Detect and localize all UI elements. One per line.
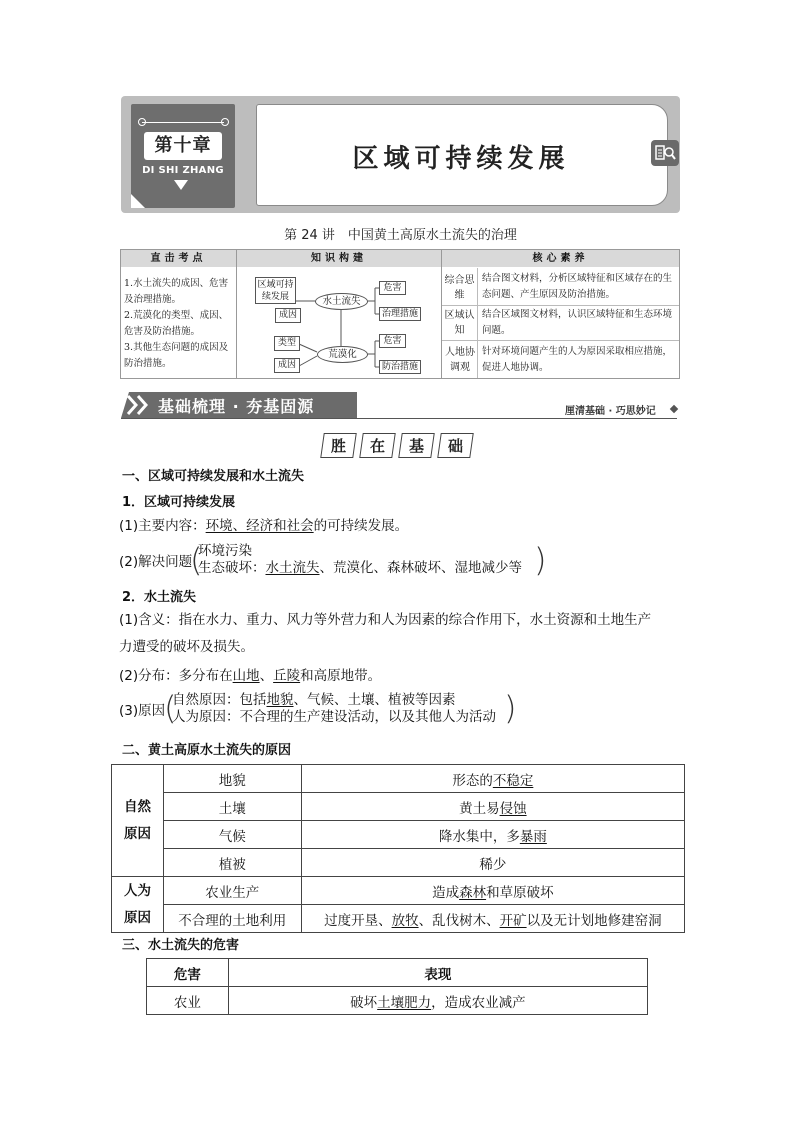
table-row bbox=[112, 765, 685, 793]
harm-table bbox=[146, 958, 648, 1015]
divider bbox=[442, 305, 679, 306]
subheading: 2．水土流失 bbox=[122, 590, 197, 605]
table-row bbox=[112, 877, 685, 905]
win-char: 在 bbox=[359, 433, 396, 458]
win-char: 础 bbox=[437, 433, 474, 458]
overview-header-points: 直击考点 bbox=[150, 253, 207, 264]
mindmap-node: 成因 bbox=[275, 308, 301, 323]
chapter-title: 区域可持续发展 bbox=[352, 144, 570, 174]
factor-cell: 不合理的土地利用 bbox=[163, 905, 301, 933]
divider bbox=[477, 268, 478, 378]
detail-cell: 造成森林和草原破坏 bbox=[301, 877, 684, 905]
table-row bbox=[112, 849, 685, 877]
chapter-decoration-dot bbox=[221, 118, 229, 126]
paragraph-distribution: (2)分布：多分布在山地、丘陵和高原地带。 bbox=[119, 668, 382, 684]
table-row bbox=[112, 905, 685, 933]
win-banner bbox=[0, 433, 794, 458]
chapter-decoration bbox=[142, 122, 224, 123]
detail-cell: 形态的不稳定 bbox=[301, 765, 684, 793]
mindmap-node: 危害 bbox=[379, 334, 406, 348]
mindmap-node: 区域可持续发展 bbox=[255, 277, 296, 304]
chapter-decoration-dot bbox=[138, 118, 146, 126]
mindmap-center-node: 水土流失 bbox=[315, 293, 368, 310]
solve-list: 环境污染 生态破坏：水土流失、荒漠化、森林破坏、湿地减少等 bbox=[198, 543, 522, 576]
overview-header-literacy: 核心素养 bbox=[532, 253, 589, 264]
table-row bbox=[147, 959, 648, 987]
factor-cell: 农业生产 bbox=[163, 877, 301, 905]
brace-right: ) bbox=[504, 689, 517, 727]
heading-part2: 二、黄土高原水土流失的原因 bbox=[122, 743, 292, 758]
down-triangle-icon bbox=[174, 180, 188, 190]
detail-cell: 降水集中，多暴雨 bbox=[301, 821, 684, 849]
mindmap-node: 类型 bbox=[274, 336, 300, 351]
literacy-text: 结合区域图文材料，认识区域特征和生态环境问题。 bbox=[482, 309, 673, 336]
harm-detail-cell: 破坏土壤肥力，造成农业减产 bbox=[228, 987, 647, 1015]
paragraph-content: (1)主要内容：环境、经济和社会的可持续发展。 bbox=[119, 518, 409, 534]
lesson-title: 第 24 讲 中国黄土高原水土流失的治理 bbox=[284, 228, 517, 243]
mindmap-node: 危害 bbox=[379, 281, 406, 295]
exam-point: 1.水土流失的成因、危害及治理措施。 bbox=[124, 278, 229, 305]
exam-point: 2.荒漠化的类型、成因、危害及防治措施。 bbox=[124, 310, 229, 337]
chapter-pinyin: DI SHI ZHANG bbox=[142, 165, 224, 176]
literacy-text: 结合图文材料，分析区域特征和区域存在的生态问题、产生原因及防治措施。 bbox=[482, 273, 673, 300]
mindmap-node: 防治措施 bbox=[379, 360, 421, 374]
book-search-icon[interactable] bbox=[651, 140, 679, 166]
mindmap-node: 成因 bbox=[274, 358, 300, 373]
subheading: 1．区域可持续发展 bbox=[122, 495, 236, 510]
cause-label: (3)原因 bbox=[119, 703, 166, 719]
brace-left: ( bbox=[190, 541, 203, 579]
factor-cell: 土壤 bbox=[163, 793, 301, 821]
header-cell: 危害 bbox=[147, 959, 229, 987]
group-cell: 自然 原因 bbox=[112, 765, 164, 877]
divider bbox=[441, 250, 442, 378]
chapter-label: 第十章 bbox=[144, 132, 222, 160]
heading-part1: 一、区域可持续发展和水土流失 bbox=[122, 469, 305, 484]
diamond-icon bbox=[670, 405, 678, 413]
win-char: 胜 bbox=[320, 433, 357, 458]
factor-cell: 植被 bbox=[163, 849, 301, 877]
header-cell: 表现 bbox=[228, 959, 647, 987]
literacy-text: 针对环境问题产生的人为原因采取相应措施，促进人地协调。 bbox=[482, 346, 673, 373]
causes-table bbox=[111, 764, 685, 933]
brace-left: ( bbox=[164, 689, 177, 727]
literacy-category: 区域认知 bbox=[444, 310, 475, 336]
section-title: 基础梳理 · 夯基固源 bbox=[158, 397, 315, 416]
mindmap-node: 治理措施 bbox=[379, 307, 421, 321]
detail-cell: 过度开垦、放牧、乱伐树木、开矿以及无计划地修建窑洞 bbox=[301, 905, 684, 933]
literacy-category: 人地协调观 bbox=[445, 347, 475, 373]
factor-cell: 气候 bbox=[163, 821, 301, 849]
exam-point: 3.其他生态问题的成因及防治措施。 bbox=[124, 342, 229, 369]
brace-right: ) bbox=[534, 541, 547, 579]
overview-header-structure: 知识构建 bbox=[311, 253, 367, 264]
chevron-arrows-icon bbox=[126, 394, 154, 416]
table-row bbox=[112, 821, 685, 849]
harm-type-cell: 农业 bbox=[147, 987, 229, 1015]
mindmap-center-node: 荒漠化 bbox=[317, 346, 368, 363]
group-cell: 人为 原因 bbox=[112, 877, 164, 933]
section-subtitle: 厘清基础 · 巧思妙记 bbox=[565, 406, 656, 417]
detail-cell: 稀少 bbox=[301, 849, 684, 877]
factor-cell: 地貌 bbox=[163, 765, 301, 793]
detail-cell: 黄土易侵蚀 bbox=[301, 793, 684, 821]
literacy-category: 综合思维 bbox=[444, 275, 475, 301]
solve-label: (2)解决问题 bbox=[119, 554, 193, 570]
divider bbox=[442, 340, 679, 341]
paragraph-meaning: (1)含义：指在水力、重力、风力等外营力和人为因素的综合作用下，水土资源和土地生产 力遭受的破坏及损失。 bbox=[119, 612, 652, 655]
section-underline bbox=[121, 418, 677, 419]
cause-list: 自然原因：包括地貌、气候、土壤、植被等因素 人为原因：不合理的生产建设活动，以及其他人为活动 bbox=[172, 692, 496, 725]
win-char: 基 bbox=[398, 433, 435, 458]
table-row bbox=[147, 987, 648, 1015]
heading-part3: 三、水土流失的危害 bbox=[122, 938, 240, 953]
table-row bbox=[112, 793, 685, 821]
